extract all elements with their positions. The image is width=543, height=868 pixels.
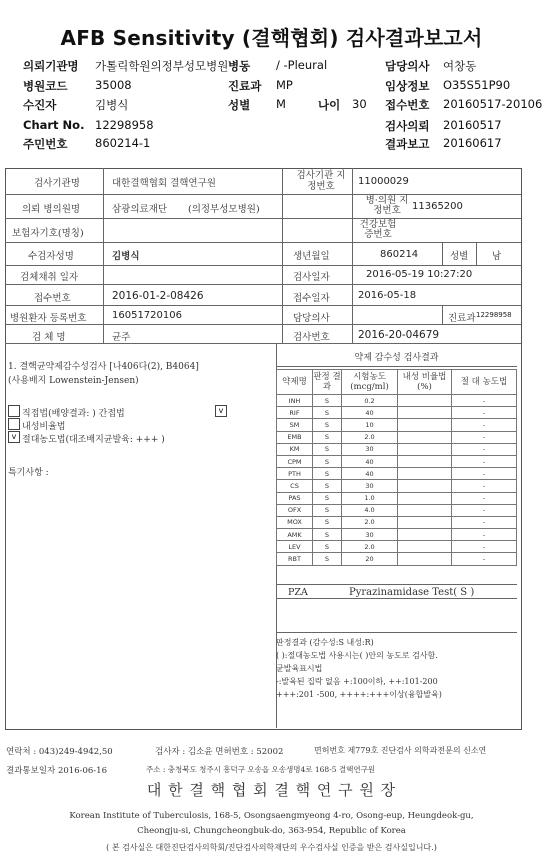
test-method-line1: 1. 결핵균약제감수성검사 [나406다(2), B4064] [8,362,199,372]
ratio-cell [398,529,452,541]
test-no-label: 검사번호 [293,332,330,343]
insurance-label: 보험자기호(명칭) [12,228,84,239]
accession-value: 2016-01-2-08426 [112,290,204,302]
concentration-cell: 40 [342,455,398,467]
concentration-cell: 4.0 [342,504,398,516]
absolute-cell: - [452,395,517,407]
footer-org-kr: 대 한 결 핵 협 회 결 핵 연 구 원 장 [146,781,397,799]
rrn-label: 주민번호 [23,137,68,151]
test-date-value: 2016-05-19 10:27:20 [366,269,473,280]
footer-license: 면허번호 제779호 진단검사 의학과전문의 신소연 [314,746,487,755]
table-row [277,480,517,492]
lab-name-value: 대한결핵협회 결핵연구원 [112,178,216,189]
report-date-label: 결과보고 [385,137,430,151]
ratio-cell [398,407,452,419]
indirect-method-checkbox[interactable]: v [215,405,227,417]
hospital-name-value: 삼광의료재단 [112,204,168,215]
health-insurance-label: 건강보험 증번호 [359,219,397,240]
collect-date-label: 검체채취 일자 [20,272,79,283]
remarks-label: 특기사항 : [8,468,49,478]
resistance-ratio-label: 내성비율법 [22,422,66,432]
ratio-cell [398,492,452,504]
footer-org-en2: Cheongju-si, Chungcheongbuk-do, 363-954, Republic of Korea [137,826,406,836]
concentration-cell: 2.0 [342,541,398,553]
rrn-value: 860214-1 [95,136,151,150]
concentration-cell: 0.2 [342,395,398,407]
table-row [277,553,517,565]
drug-name-cell: CS [277,480,313,492]
result-cell: S [313,431,342,443]
drug-name-cell: OFX [277,504,313,516]
col-concentration: 시험농도 (mcg/ml) [342,370,398,395]
result-cell: S [313,455,342,467]
drug-name-cell: CPM [277,455,313,467]
drug-name-cell: INH [277,395,313,407]
clinical-info-value: O35S51P90 [443,78,511,92]
concentration-cell: 30 [342,443,398,455]
direct-method-checkbox[interactable] [8,405,20,417]
drug-name-cell: PTH [277,468,313,480]
result-cell: S [313,468,342,480]
receipt-no-value: 20160517-20106 [443,97,543,111]
patient-name-label: 수검자성명 [28,251,74,262]
ward-label: 병동 [228,59,251,73]
drug-name-cell: AMK [277,529,313,541]
result-cell: S [313,419,342,431]
absolute-conc-label: 절대농도법(대조배지균발육: +++ ) [22,435,165,445]
ward-value: / -Pleural [276,58,328,72]
result-cell: S [313,443,342,455]
drug-table-header-row [277,370,517,395]
ratio-cell [398,480,452,492]
form-sex-label: 성별 [450,251,469,262]
concentration-cell: 10 [342,419,398,431]
col-ratio-method: 내성 비율법(%) [398,370,452,395]
hospital-name-paren: (의정부성모병원) [188,204,260,215]
result-cell: S [313,480,342,492]
dob-label: 생년월일 [293,251,330,262]
absolute-cell: - [452,407,517,419]
absolute-cell: - [452,553,517,565]
hospital-name-label: 의뢰 병의원명 [22,204,81,215]
form-dept-label: 진료과 [448,313,476,324]
absolute-cell: - [452,480,517,492]
patient-value: 김병식 [95,98,129,112]
result-cell: S [313,541,342,553]
table-row [277,419,517,431]
legend-line1: 판정결과 (감수성:S 내성:R) [276,638,374,647]
result-cell: S [313,395,342,407]
request-date-value: 20160517 [443,118,502,132]
absolute-cell: - [452,492,517,504]
concentration-cell: 1.0 [342,492,398,504]
drug-susceptibility-table [276,369,517,566]
lab-no-value: 11000029 [358,176,409,187]
absolute-cell: - [452,468,517,480]
absolute-cell: - [452,516,517,528]
doctor-value: 여창동 [443,59,477,73]
concentration-cell: 40 [342,407,398,419]
concentration-cell: 20 [342,553,398,565]
concentration-cell: 2.0 [342,431,398,443]
chart-no-label: Chart No. [23,118,85,132]
lab-no-label: 검사기관 지정번호 [296,170,346,192]
ratio-cell [398,419,452,431]
clinical-info-label: 임상정보 [385,79,430,93]
test-no-value: 2016-20-04679 [358,329,440,341]
ratio-cell [398,468,452,480]
absolute-cell: - [452,431,517,443]
drug-name-cell: PAS [277,492,313,504]
drug-name-cell: LEV [277,541,313,553]
accept-date-value: 2016-05-18 [358,290,417,301]
drug-name-cell: KM [277,443,313,455]
ratio-cell [398,455,452,467]
absolute-cell: - [452,455,517,467]
ratio-cell [398,553,452,565]
result-cell: S [313,516,342,528]
hospital-no-label: 병·의원 지정번호 [365,195,409,216]
form-doctor-label: 담당의사 [293,313,330,324]
drug-name-cell: MOX [277,516,313,528]
absolute-cell: - [452,529,517,541]
drug-name-cell: RBT [277,553,313,565]
footer-note: ( 본 검사실은 대한진단검사의학회/진단검사의학재단의 우수검사실 인증을 받은 검사실입니다.) [106,843,437,852]
table-row [277,504,517,516]
age-label: 나이 [318,98,341,112]
legend-line5: +++:201 -500, ++++:+++이상(융합발육) [276,690,442,699]
result-cell: S [313,504,342,516]
absolute-cell: - [452,504,517,516]
patient-label: 수진자 [23,98,57,112]
accession-label: 접수번호 [34,293,71,304]
footer-report-date: 결과통보일자 2016-06-16 [6,766,107,776]
ratio-cell [398,395,452,407]
table-row [277,492,517,504]
drug-name-cell: EMB [277,431,313,443]
doctor-label: 담당의사 [385,59,430,73]
legend-line3: 균발육표시법 [276,664,323,673]
specimen-value: 균주 [112,332,131,343]
hospital-code-label: 병원코드 [23,79,68,93]
col-absolute-method: 절 대 농도법 [452,370,517,395]
request-date-label: 검사의뢰 [385,119,430,133]
lab-name-label: 검사기관명 [34,178,80,189]
hospital-reg-value: 16051720106 [112,310,182,321]
table-row [277,541,517,553]
department-value: MP [276,78,293,92]
legend-line4: -:발육된 집락 없음 +:100이하, ++:101-200 [276,677,438,686]
concentration-cell: 30 [342,529,398,541]
ratio-cell [398,443,452,455]
table-row [277,468,517,480]
institution-value: 가톨릭학원의정부성모병원 [95,59,229,73]
drug-name-cell: RIF [277,407,313,419]
department-label: 진료과 [228,79,262,93]
dob-value: 860214 [380,249,419,260]
hospital-no-value: 11365200 [412,201,463,212]
result-cell: S [313,529,342,541]
result-cell: S [313,553,342,565]
absolute-cell: - [452,541,517,553]
concentration-cell: 40 [342,468,398,480]
pza-label: PZA [288,587,308,598]
ratio-cell [398,541,452,553]
drug-name-cell: SM [277,419,313,431]
col-result: 판정 결과 [313,370,342,395]
form-dept-value: 12298958 [476,311,512,319]
absolute-cell: - [452,443,517,455]
institution-label: 의뢰기관명 [23,59,79,73]
absolute-conc-checkbox[interactable]: v [8,431,20,443]
accept-date-label: 접수일자 [293,293,330,304]
footer-examiner: 검사자 : 김소윤 면허번호 : 52002 [155,747,284,757]
ratio-cell [398,504,452,516]
sex-value: M [276,97,286,111]
receipt-no-label: 접수번호 [385,98,430,112]
drug-table-caption: 약제 감수성 검사결과 [354,353,439,363]
col-drug: 약제명 [277,370,313,395]
ratio-cell [398,516,452,528]
table-row [277,443,517,455]
result-cell: S [313,492,342,504]
report-date-value: 20160617 [443,136,502,150]
test-method-line2: (사용배지 Lowenstein-Jensen) [8,376,139,386]
result-cell: S [313,407,342,419]
table-row [277,395,517,407]
footer-phone: 연락처 : 043)249-4942,50 [6,747,113,757]
concentration-cell: 30 [342,480,398,492]
age-value: 30 [352,97,367,111]
sex-label: 성별 [228,98,251,112]
hospital-reg-label: 병원환자 등록번호 [10,313,87,324]
test-date-label: 검사일자 [293,272,330,283]
table-row [277,407,517,419]
specimen-label: 검 체 명 [32,332,66,343]
table-row [277,455,517,467]
concentration-cell: 2.0 [342,516,398,528]
footer-org-en1: Korean Institute of Tuberculosis, 168-5, Osongsaengmyeong 4-ro, Osong-eup, Heungdeok-gu, [69,811,474,821]
direct-method-label: 직접법(배양결과: ) 간접법 [22,409,125,419]
pza-value: Pyrazinamidase Test( S ) [349,587,475,598]
chart-no-value: 12298958 [95,118,154,132]
form-sex-value: 남 [492,251,502,262]
table-row [277,431,517,443]
patient-name-value: 김병식 [112,251,140,262]
report-title: AFB Sensitivity (결핵협회) 검사결과보고서 [60,26,483,50]
footer-address-kr: 주소 : 충청북도 청주시 흥덕구 오송읍 오송생명4로 168-5 결핵연구원 [146,765,376,774]
hospital-code-value: 35008 [95,78,132,92]
table-row [277,529,517,541]
legend-line2: ( ):절대농도법 사용시는( )안의 농도로 검사함. [276,651,438,660]
table-row [277,516,517,528]
ratio-cell [398,431,452,443]
absolute-cell: - [452,419,517,431]
resistance-ratio-checkbox[interactable] [8,418,20,430]
